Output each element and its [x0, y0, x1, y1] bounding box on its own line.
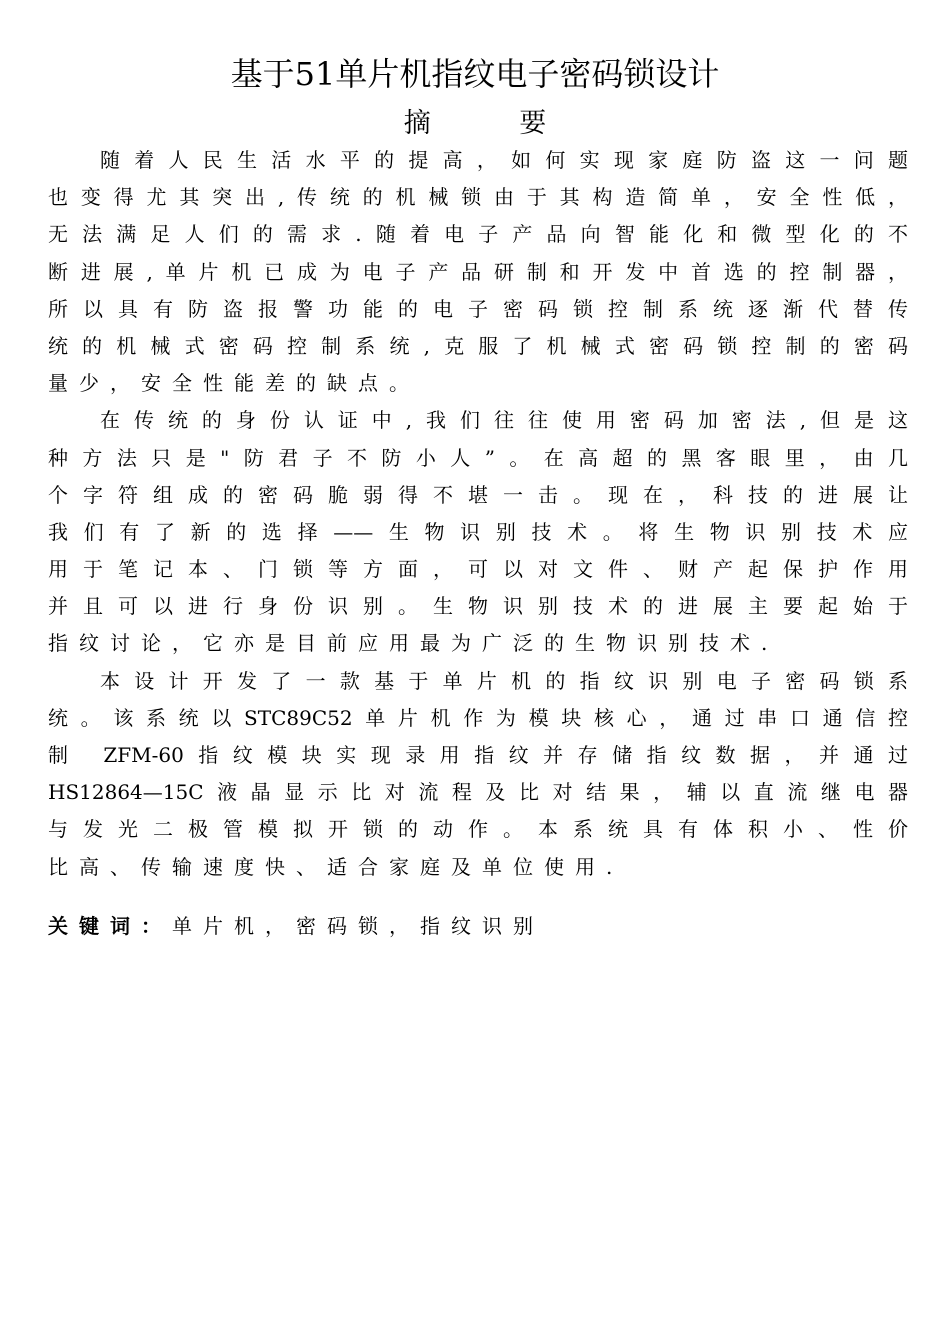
paragraph-1-line-4: 断进展,单片机已成为电子产品研制和开发中首选的控制器， — [48, 259, 908, 284]
paragraph-1-line-5: 所以具有防盗报警功能的电子密码锁控制系统逐渐代替传 — [48, 296, 908, 321]
abstract-body — [48, 142, 908, 886]
paragraph-1-line-6: 统的机械式密码控制系统,克服了机械式密码锁控制的密码 — [48, 333, 908, 358]
paragraph-2-line-3: 个字符组成的密码脆弱得不堪一击。现在，科技的进展让 — [48, 482, 908, 507]
abstract-heading: 摘 要 — [403, 108, 587, 139]
paragraph-2-line-7: 指纹讨论，它亦是目前应用最为广泛的生物识别技术. — [48, 631, 779, 656]
paragraph-2-line-4: 我们有了新的选择——生物识别技术。将生物识别技术应 — [48, 519, 908, 544]
paragraph-1-line-7: 量少，安全性能差的缺点。 — [48, 371, 420, 396]
paragraph-2-line-5: 用于笔记本、门锁等方面，可以对文件、财产起保护作用 — [48, 557, 908, 582]
keywords-text: 单片机，密码锁，指纹识别 — [172, 914, 544, 938]
paragraph-3-line-3: 制 ZFM-60指纹模块实现录用指纹并存储指纹数据，并通过 — [48, 743, 908, 767]
keywords-label: 关键词： — [48, 914, 172, 938]
paragraph-2-line-6: 并且可以进行身份识别。生物识别技术的进展主要起始于 — [48, 594, 908, 619]
paragraph-3-line-2: 统。该系统以STC89C52单片机作为模块核心，通过串口通信控 — [48, 705, 908, 730]
paragraph-1-line-2: 也变得尤其突出,传统的机械锁由于其构造简单，安全性低， — [48, 185, 908, 210]
paragraph-3-line-4: HS12864—15C液晶显示比对流程及比对结果，辅以直流继电器 — [48, 780, 908, 805]
keywords-line — [48, 908, 544, 944]
paragraph-2-line-2: 种方法只是"防君子不防小人”。在高超的黑客眼里，由几 — [48, 445, 908, 470]
paragraph-2-line-1: 在传统的身份认证中,我们往往使用密码加密法,但是这 — [100, 408, 908, 433]
paragraph-1-line-1: 随着人民生活水平的提高，如何实现家庭防盗这一问题 — [100, 148, 908, 172]
document-title: 基于51单片机指纹电子密码锁设计 — [230, 55, 720, 93]
paragraph-3-line-5: 与发光二极管模拟开锁的动作。本系统具有体积小、性价 — [48, 817, 908, 842]
paragraph-3-line-6: 比高、传输速度快、适合家庭及单位使用. — [48, 854, 624, 879]
paragraph-3-line-1: 本设计开发了一款基于单片机的指纹识别电子密码锁系 — [100, 668, 908, 693]
paragraph-1-line-3: 无法满足人们的需求.随着电子产品向智能化和微型化的不 — [48, 222, 908, 247]
